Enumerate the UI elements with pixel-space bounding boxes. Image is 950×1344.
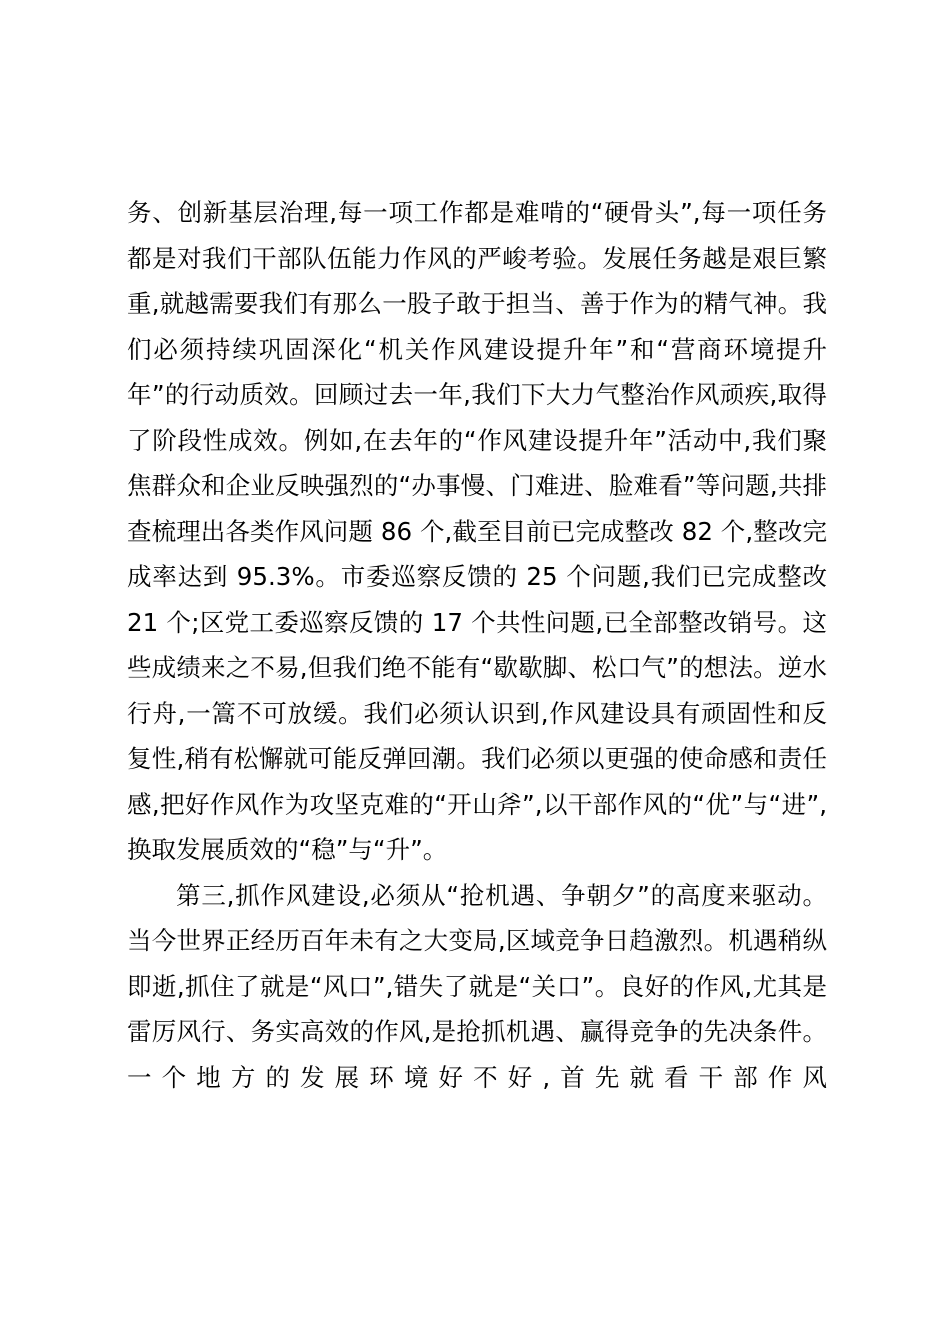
paragraph-continued: 务、创新基层治理,每一项工作都是难啃的“硬骨头”,每一项任务都是对我们干部队伍能力作风的严峻考验。发展任务越是艰巨繁重,就越需要我们有那么一股子敢于担当、善于作为的精气神。我们必须持续巩固深化“机关作风建设提升年”和“营商环境提升年”的行动质效。回顾过去一年,我们下大力气整治作风顽疾,取得了阶段性成效。例如,在去年的“作风建设提升年”活动中,我们聚焦群众和企业反映强烈的“办事慢、门难进、脸难看”等问题,共排查梳理出各类作风问题 86 个,截至目前已完成整改 82 个,整改完成率达到 95.3%。市委巡察反馈的 25 个问题,我们已完成整改 21 个;区党工委巡察反馈的 17 个共性问题,已全部整改销号。这些成绩来之不易,但我们绝不能有“歇歇脚、松口气”的想法。逆水行舟,一篙不可放缓。我们必须认识到,作风建设具有顽固性和反复性,稍有松懈就可能反弹回潮。我们必须以更强的使命感和责任感,把好作风作为攻坚克难的“开山斧”,以干部作风的“优”与“进”,换取发展质效的“稳”与“升”。 xyxy=(127,198,827,864)
paragraph-third-point: 第三,抓作风建设,必须从“抢机遇、争朝夕”的高度来驱动。当今世界正经历百年未有之大变局,区域竞争日趋激烈。机遇稍纵即逝,抓住了就是“风口”,错失了就是“关口”。良好的作风,尤其是雷厉风行、务实高效的作风,是抢抓机遇、赢得竞争的先决条件。一个地方的发展环境好不好,首先就看干部作风 xyxy=(127,880,827,1092)
document-body xyxy=(127,190,827,1100)
